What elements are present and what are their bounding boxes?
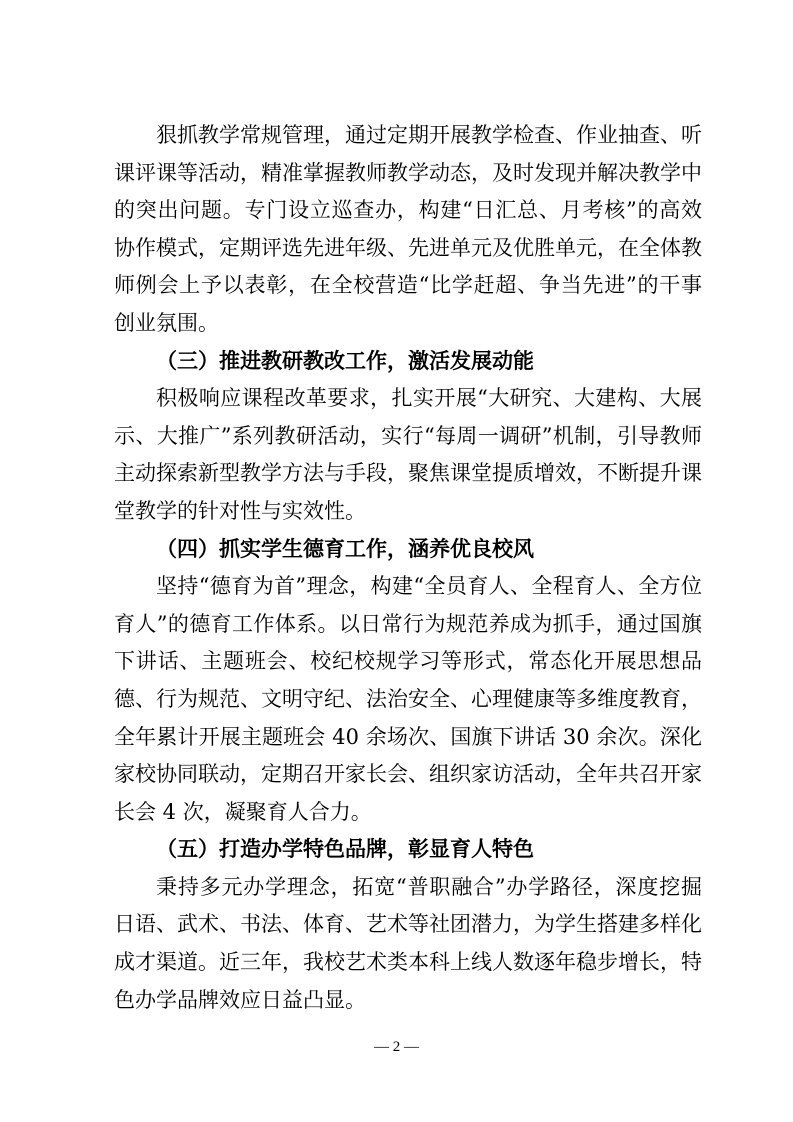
document-body xyxy=(114,117,702,1019)
paragraph-moral-education: 坚持“德育为首”理念，构建“全员育人、全程育人、全方位育人”的德育工作体系。以日常行为规范养成为抓手，通过国旗下讲话、主题班会、校纪校规学习等形式，常态化开展思想品德、行为规范、文明守纪、法治安全、心理健康等多维度教育，全年累计开展主题班会 40 余场次、国旗下讲话 30 余次。深化家校协同联动，定期召开家长会、组织家访活动，全年共召开家长会 4 次，凝聚育人合力。 xyxy=(114,574,702,824)
page-number: — 2 — xyxy=(374,1039,419,1055)
paragraph-routine-management: 狠抓教学常规管理，通过定期开展教学检查、作业抽查、听课评课等活动，精准掌握教师教学动态，及时发现并解决教学中的突出问题。专门设立巡查办，构建“日汇总、月考核”的高效协作模式，定期评选先进年级、先进单元及优胜单元，在全体教师例会上予以表彰，在全校营造“比学赶超、争当先进”的干事创业氛围。 xyxy=(114,123,702,335)
section-heading-3: （三）推进教研教改工作，激活发展动能 xyxy=(156,348,534,373)
paragraph-school-brand: 秉持多元办学理念，拓宽“普职融合”办学路径，深度挖掘日语、武术、书法、体育、艺术等社团潜力，为学生搭建多样化成才渠道。近三年，我校艺术类本科上线人数逐年稳步增长，特色办学品牌效应日益凸显。 xyxy=(114,874,702,1012)
section-heading-4: （四）抓实学生德育工作，涵养优良校风 xyxy=(156,536,534,561)
paragraph-teaching-research: 积极响应课程改革要求，扎实开展“大研究、大建构、大展示、大推广”系列教研活动，实行“每周一调研”机制，引导教师主动探索新型教学方法与手段，聚焦课堂提质增效，不断提升课堂教学的针对性与实效性。 xyxy=(114,386,702,523)
section-heading-5: （五）打造办学特色品牌，彰显育人特色 xyxy=(156,837,534,862)
